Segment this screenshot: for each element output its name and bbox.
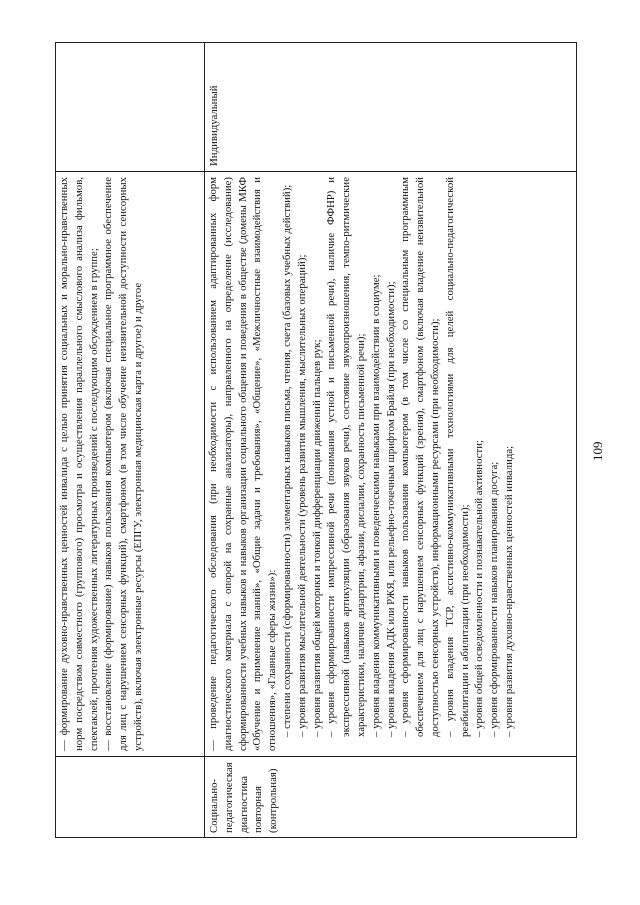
column-divider-right (56, 171, 576, 172)
row2-content-cell (206, 174, 517, 754)
list-item: – уровня сформированности импрессивной речи (понимания устной и письменной речи), наличие ФФНР) и экспрессивной (навыков артикуляции (образования звуков речи), состояние звукопроизношения, темпо-ритмические характеристики, наличие дизартрии, афазии, дислалии, сохранность письменной речи); (325, 177, 367, 737)
row2-right-cell: Индивидуальный (208, 85, 220, 166)
list-item: – уровня развития мыслительной деятельности (уровень развития мышления, мыслительных операций); (295, 254, 308, 737)
list-item: – уровня владения АДК или РЖЯ, или рельефно-точечным шрифтом Брайля (при необходимости); (384, 281, 397, 737)
row1-content-cell (57, 174, 146, 754)
row-divider (204, 43, 205, 837)
list-item: – уровня общей осведомленности и познавательной активности; (473, 439, 486, 737)
row2-left-cell: Социально-педагогическая диагностика повторная (контрольная) (208, 762, 280, 833)
list-item: – уровня развития общей моторики и тонкой дифференциации движений пальцев рук; (310, 339, 323, 737)
row1-paragraph: — восстановление (формирование) навыков пользования компьютером (включая специальное программное обеспечение для лиц с нарушением сенсорных функций), смартфоном (в том числе обучение неизвительной доступности сенсорных устройств), включая электронные ресурсы (ЕПГУ, электронная медицинская карта и другое) и другое (102, 177, 144, 751)
list-item: – уровня развития духовно-нравственных ценностей инвалида; (502, 445, 515, 737)
list-item: – уровня владения коммуникативными и поведенческими навыками при взаимодействии в социуме; (369, 274, 382, 737)
table (55, 42, 577, 838)
row1-paragraph: — формирование духовно-нравственных ценностей инвалида с целью принятия социальных и морально-нравственных норм посредством совместного (группового) просмотра и осуществления параллельного смыслового анализа фильмов, спектаклей, прочтения художественных литературных произведений с последующим обсуждением в группе; (58, 177, 100, 751)
row2-intro: — проведение педагогического обследования (при необходимости с использованием адаптированных форм диагностического материала с опорой на сохранные анализаторы), направленного на определение (исследование) сформированности учебных навыков и навыков организации социального общения и поведения в обществе (домены МКФ «Обучение и применение знаний», «Общие задачи и требования», «Общение», «Межличностные взаимодействия и отношения», «Главные сферы жизни»): (207, 177, 279, 751)
list-item: – уровня сформированности навыков пользования компьютером (в том числе со специальным программным обеспечением для лиц с нарушением сенсорных функций (зрения), смартфоном (включая владение неизвительной доступностью сенсорных устройств), информационными ресурсами (при необходимости); (399, 177, 441, 737)
list-item: – уровня владения ТСР, ассистивно-коммуникативными технологиями для целей социально-педагогической реабилитации и абилитации (при необходимости); (443, 177, 471, 737)
list-item: – степени сохранности (сформированности) элементарных навыков письма, чтения, счета (базовых учебных действий); (280, 184, 293, 737)
column-divider-left (56, 756, 576, 757)
page-number: 109 (590, 441, 605, 461)
list-item: – уровня сформированности навыков планирования досуга; (488, 461, 501, 737)
